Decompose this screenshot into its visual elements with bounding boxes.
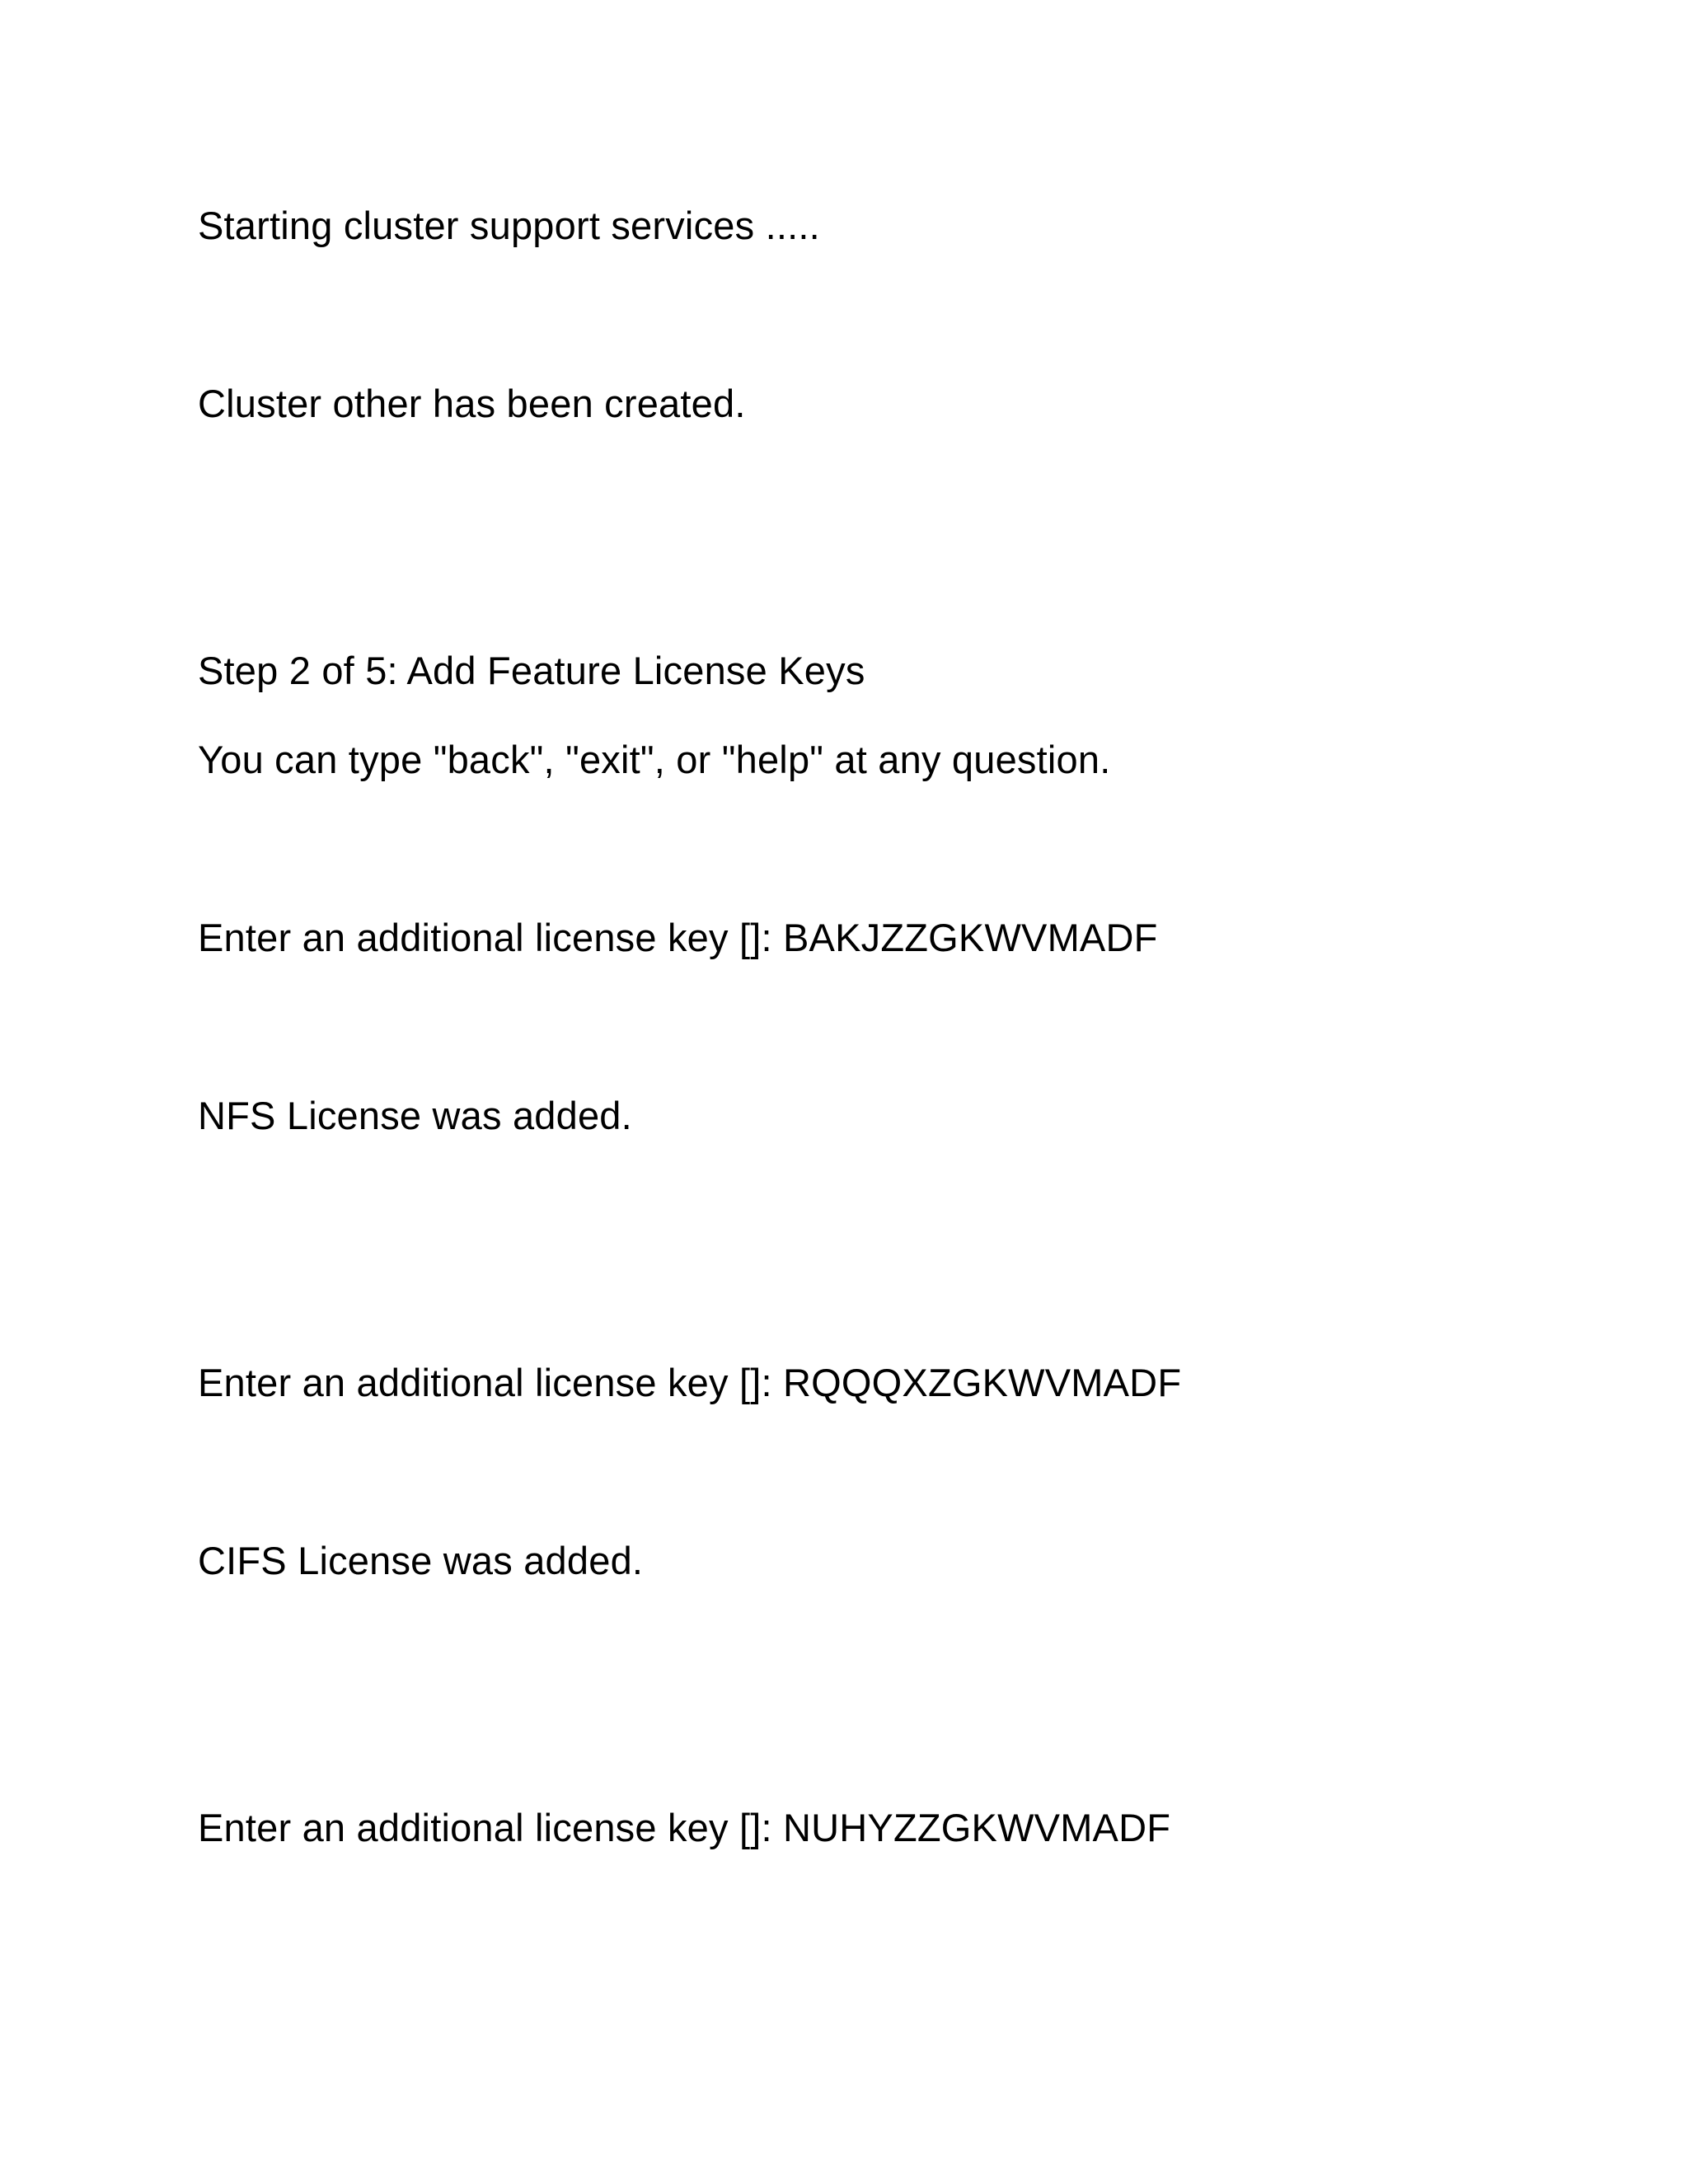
status-line-starting-services: Starting cluster support services ..... <box>198 204 820 247</box>
license-added-cifs: CIFS License was added. <box>198 1539 644 1582</box>
license-key-prompt-2: Enter an additional license key []: RQQQXZGKWVMADF <box>198 1361 1182 1404</box>
license-key-prompt-1: Enter an additional license key []: BAKJZZGKWVMADF <box>198 916 1158 959</box>
license-added-nfs: NFS License was added. <box>198 1094 632 1137</box>
status-line-cluster-created: Cluster other has been created. <box>198 382 746 425</box>
step-heading: Step 2 of 5: Add Feature License Keys <box>198 649 865 692</box>
license-key-prompt-3: Enter an additional license key []: NUHYZZGKWVMADF <box>198 1806 1171 1849</box>
help-instructions: You can type "back", "exit", or "help" at any question. <box>198 738 1111 781</box>
